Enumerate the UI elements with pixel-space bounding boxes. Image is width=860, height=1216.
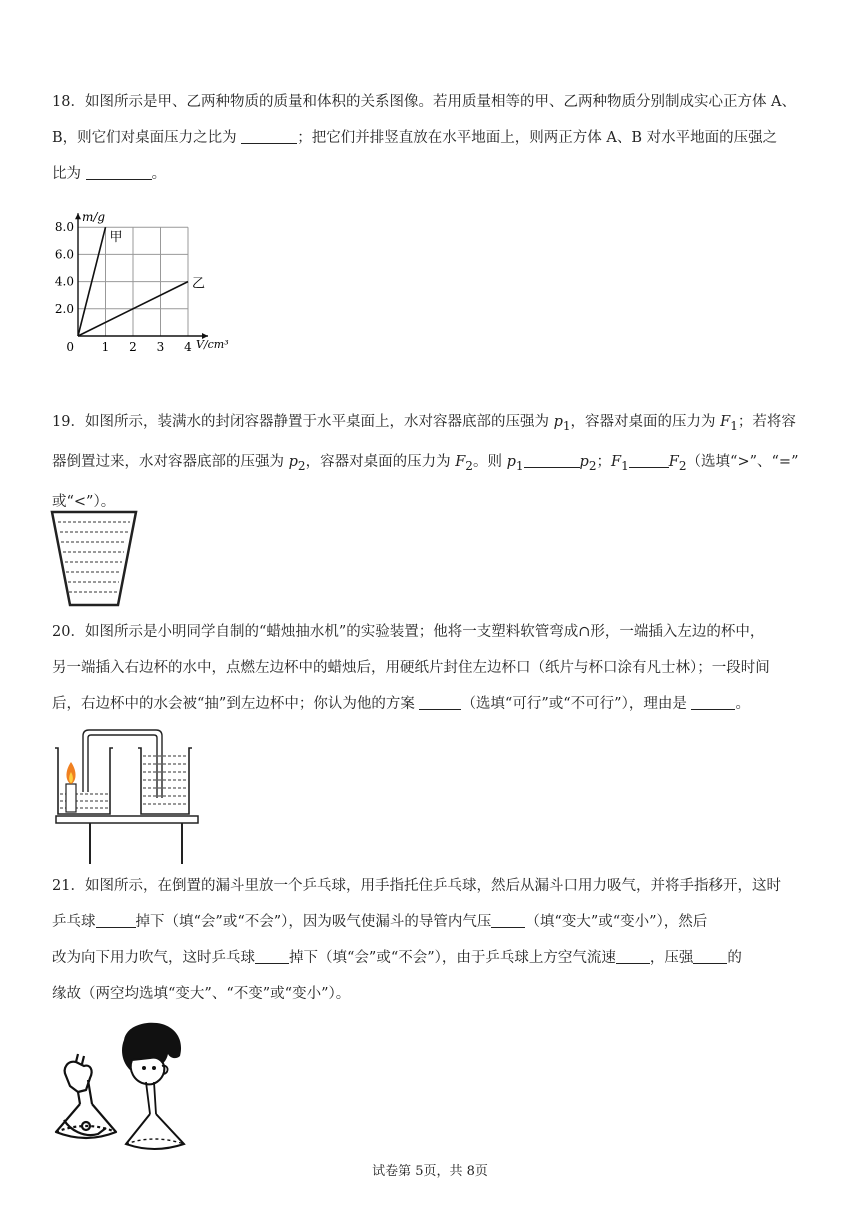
answer-blank[interactable] — [419, 691, 461, 710]
question-text: 另一端插入右边杯的水中，点燃左边杯中的蜡烛后，用硬纸片封住左边杯口（纸片与杯口涂有凡士林）；一段时间 — [52, 660, 770, 676]
question-text: 。则 — [472, 453, 507, 470]
x-tick-label: 3 — [156, 340, 165, 354]
answer-blank[interactable] — [629, 449, 669, 468]
subscript: 1 — [562, 418, 571, 433]
question-text: ；若将容 — [737, 414, 796, 430]
question-text: 如图所示，装满水的封闭容器静置于水平桌面上，水对容器底部的压强为 — [84, 414, 554, 430]
question-text: 乒乓球 — [52, 914, 96, 930]
question-text: 改为向下用力吹气，这时乒乓球 — [52, 950, 255, 966]
answer-blank[interactable] — [86, 161, 152, 180]
page-footer: 试卷第 5页，共 8页 — [372, 1164, 488, 1179]
x-axis-label: V/cm³ — [196, 338, 229, 351]
answer-blank[interactable] — [524, 449, 580, 468]
container-outline — [52, 512, 136, 605]
mass-volume-chart — [50, 196, 250, 358]
subscript: 2 — [678, 458, 687, 473]
symbol-p: p — [506, 453, 516, 470]
subscript: 1 — [621, 458, 629, 473]
origin-label: 0 — [66, 340, 74, 354]
question-21 — [52, 868, 812, 1012]
question-text: 。 — [735, 696, 750, 712]
x-tick-label: 2 — [129, 340, 137, 354]
right-water — [143, 756, 187, 804]
question-text: ；把它们并排竖直放在水平地面上，则两正方体 A、B 对水平地面的压强之 — [297, 130, 778, 146]
symbol-p: p — [579, 453, 589, 470]
question-number: 19． — [52, 414, 85, 430]
question-text: 缘故（两空均选填“变大”、“不变”或“变小”）。 — [52, 986, 351, 1002]
y-tick-label: 6.0 — [54, 247, 74, 262]
question-20 — [52, 614, 812, 722]
answer-blank[interactable] — [96, 909, 136, 928]
question-number: 21． — [52, 878, 85, 894]
subscript: 2 — [297, 458, 306, 473]
symbol-p: p — [553, 414, 563, 430]
question-text: （选填“可行”或“不可行”），理由是 — [461, 696, 692, 712]
x-tick-label: 1 — [101, 340, 110, 354]
question-number: 20． — [52, 624, 85, 640]
symbol-f: F — [455, 453, 466, 470]
answer-blank[interactable] — [491, 909, 525, 928]
candle-pump-figure — [52, 722, 202, 866]
hand-funnel-illustration — [56, 1054, 116, 1138]
symbol-f: F — [611, 453, 622, 470]
table-top — [56, 816, 198, 823]
question-number: 18． — [52, 94, 85, 110]
series-label: 甲 — [109, 230, 123, 246]
chart-labels — [55, 210, 229, 354]
water-lines — [58, 522, 130, 592]
question-text: ，容器对桌面的压力为 — [570, 414, 721, 430]
question-text: 如图所示是小明同学自制的“蜡烛抽水机”的实验装置；他将一支塑料软管弯成∩形，一端插入左边的杯中， — [84, 624, 765, 640]
symbol-f: F — [668, 453, 679, 470]
funnel-tube — [146, 1082, 156, 1114]
left-beaker — [55, 748, 113, 814]
funnel-cone — [126, 1114, 184, 1149]
subscript: 1 — [730, 418, 738, 433]
question-19 — [52, 404, 812, 520]
question-text: 。 — [151, 166, 167, 182]
series-label: 乙 — [192, 276, 206, 292]
question-text: 后，右边杯中的水会被“抽”到左边杯中；你认为他的方案 — [52, 696, 420, 712]
container-figure — [50, 508, 140, 610]
y-axis-label: m/g — [82, 210, 106, 225]
candle — [66, 784, 76, 812]
question-text: 器倒置过来，水对容器底部的压强为 — [52, 453, 289, 470]
question-text: 掉下（填“会”或“不会”），由于乒乓球上方空气流速 — [289, 950, 616, 966]
question-text: 如图所示，在倒置的漏斗里放一个乒乓球，用手指托住乒乓球，然后从漏斗口用力吸气，并将手指移开，这时 — [84, 878, 781, 894]
question-text: ，压强 — [649, 950, 694, 966]
question-text: 比为 — [52, 166, 86, 182]
x-tick-label: 4 — [184, 340, 192, 354]
question-text: 如图所示是甲、乙两种物质的质量和体积的关系图像。若用质量相等的甲、乙两种物质分别制成实心正方体 A、 — [84, 94, 797, 110]
answer-blank[interactable] — [691, 691, 735, 710]
funnel-experiment-figure — [50, 1020, 240, 1152]
symbol-f: F — [720, 414, 731, 430]
question-text: 或“<”）。 — [52, 493, 116, 510]
y-tick-label: 4.0 — [54, 274, 74, 289]
answer-blank[interactable] — [241, 125, 297, 144]
question-18 — [52, 84, 812, 192]
question-text: B，则它们对桌面压力之比为 — [52, 130, 242, 146]
subscript: 1 — [515, 458, 524, 473]
y-tick-label: 8.0 — [54, 220, 74, 235]
question-text: ，容器对桌面的压力为 — [305, 453, 456, 470]
question-text: 掉下（填“会”或“不会”），因为吸气使漏斗的导管内气压 — [135, 914, 492, 930]
face — [131, 1058, 165, 1085]
question-text: （填“变大”或“变小”），然后 — [525, 914, 708, 930]
y-tick-label: 2.0 — [54, 301, 74, 316]
question-text: ； — [596, 453, 612, 470]
answer-blank[interactable] — [693, 945, 727, 964]
subscript: 2 — [465, 458, 473, 473]
symbol-p: p — [288, 453, 298, 470]
subscript: 2 — [588, 458, 597, 473]
answer-blank[interactable] — [255, 945, 289, 964]
chart-grid — [78, 227, 188, 336]
boy-illustration — [122, 1023, 184, 1149]
question-text: 的 — [727, 950, 742, 966]
answer-blank[interactable] — [616, 945, 650, 964]
question-text: （选填“>”、“=” — [686, 453, 799, 470]
y-axis-arrow — [75, 213, 81, 219]
